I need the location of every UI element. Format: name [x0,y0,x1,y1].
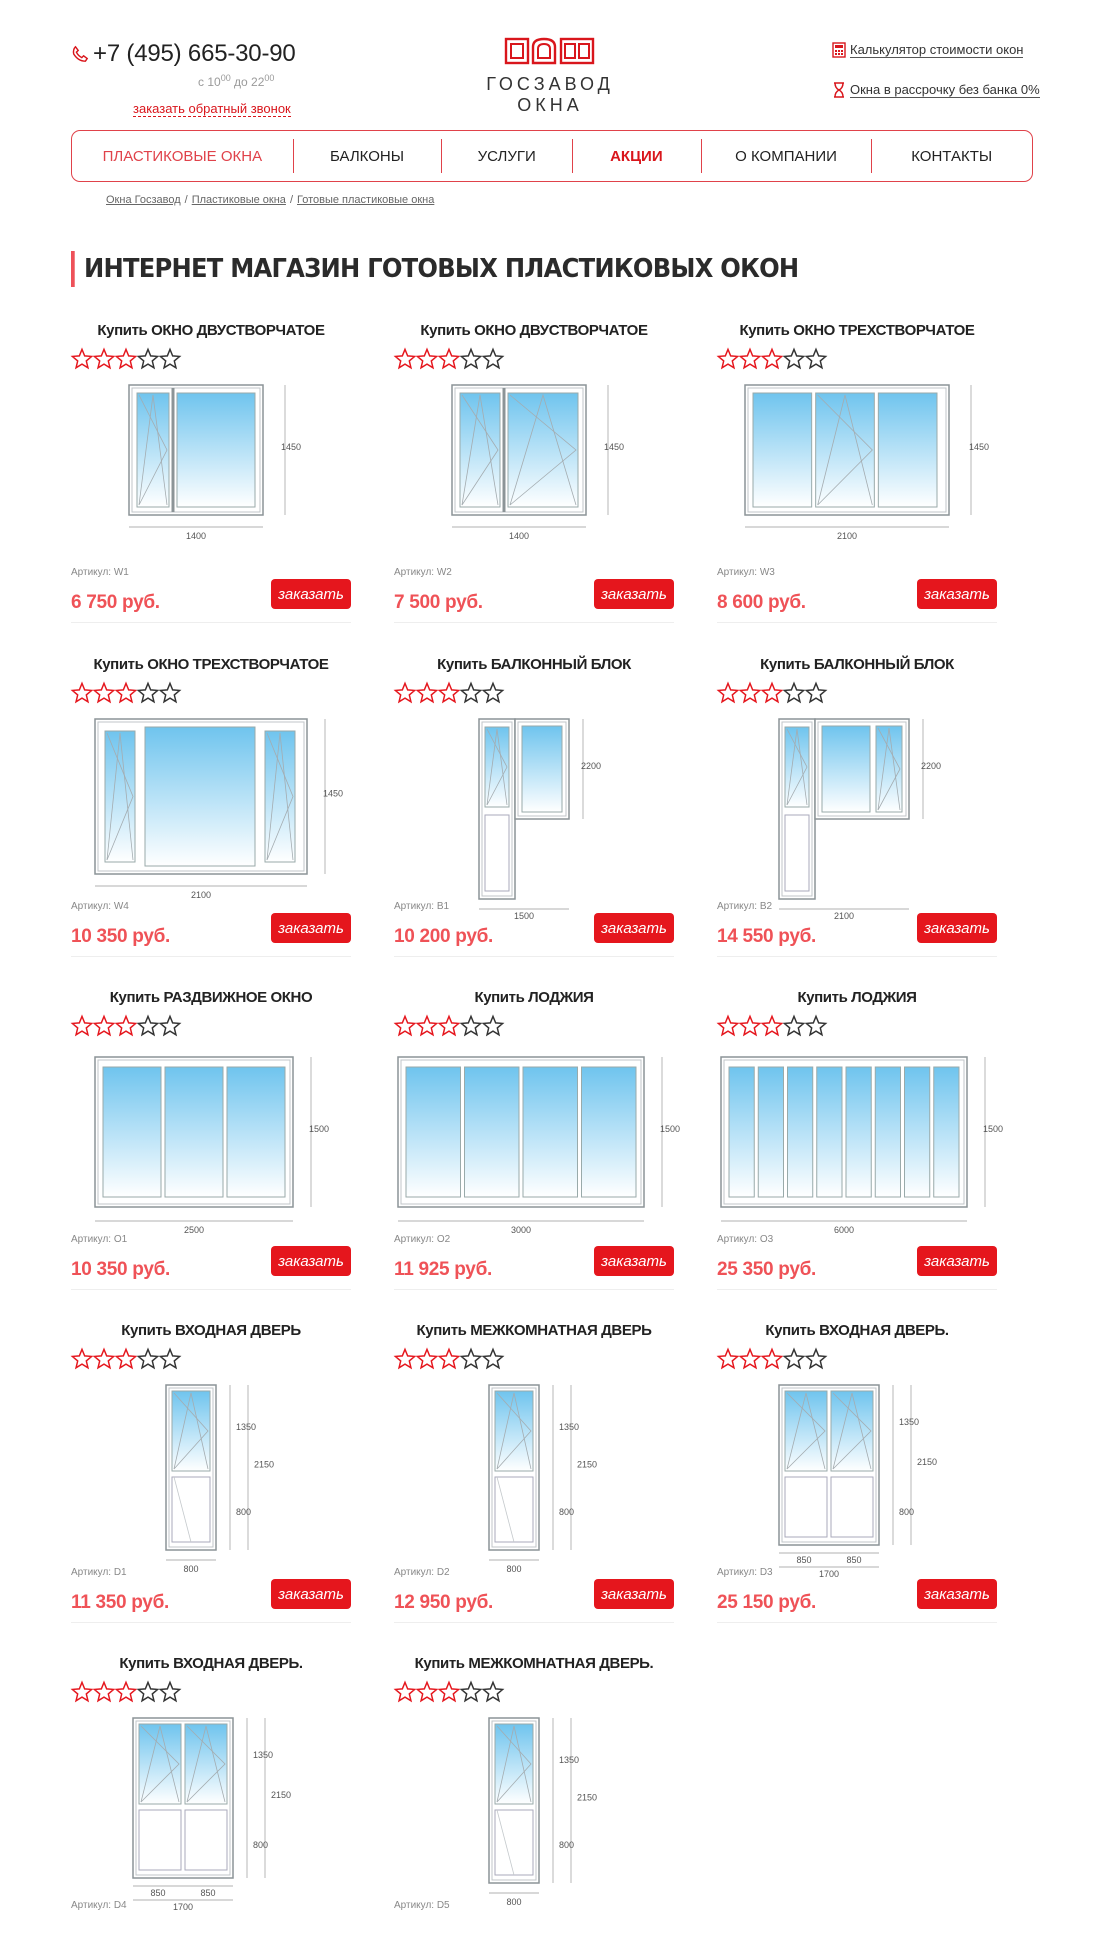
product-title[interactable] [717,656,997,673]
star-filled-icon[interactable] [438,1681,460,1703]
product-title-prefix: Купить [121,1322,175,1339]
product-title[interactable] [717,1322,997,1339]
order-button[interactable]: заказать [917,579,997,609]
rating-stars[interactable] [394,348,504,370]
card-divider [71,1289,351,1290]
product-title-prefix: Купить [765,1322,820,1339]
product-title[interactable] [71,989,351,1006]
page-title: ИНТЕРНЕТ МАГАЗИН ГОТОВЫХ ПЛАСТИКОВЫХ ОКОН [71,251,798,287]
star-filled-icon[interactable] [93,1681,115,1703]
product-price: 11 925 руб. [394,1259,492,1280]
star-empty-icon[interactable] [159,348,181,370]
product-title-prefix: Купить [109,989,164,1006]
product-title[interactable] [71,656,351,673]
star-empty-icon[interactable] [460,682,482,704]
dimension-label: 1350 [899,1417,920,1427]
star-empty-icon[interactable] [783,1015,805,1037]
dimension-label: 2500 [183,1225,205,1235]
order-button[interactable]: заказать [594,913,674,943]
star-filled-icon[interactable] [739,682,761,704]
dimension-label: 1700 [172,1902,194,1912]
star-filled-icon[interactable] [416,1015,438,1037]
rating-stars[interactable] [71,682,181,704]
star-filled-icon[interactable] [93,682,115,704]
product-image[interactable] [717,1037,1004,1247]
rating-stars[interactable] [717,348,827,370]
product-title-name: ОКНО ДВУСТВОРЧАТОЕ [151,322,325,339]
dimension-label: 1450 [322,788,344,799]
rating-stars[interactable] [71,1348,181,1370]
dimension-label: 800 [183,1564,199,1574]
product-sku: Артикул: D1 [71,1567,127,1578]
star-filled-icon[interactable] [93,1348,115,1370]
product-title[interactable] [717,322,997,339]
product-card [71,1655,351,1955]
dimension-label: 2100 [836,531,858,541]
star-empty-icon[interactable] [159,1681,181,1703]
breadcrumb-home[interactable]: Окна Госзавод [106,194,181,206]
dimension-label: 1450 [968,442,990,452]
product-card [394,322,674,622]
order-button[interactable]: заказать [594,1246,674,1276]
star-empty-icon[interactable] [783,682,805,704]
product-sku: Артикул: W4 [71,901,129,912]
nav-promotions[interactable]: АКЦИИ [572,131,701,181]
product-title[interactable] [394,656,674,673]
star-empty-icon[interactable] [159,1015,181,1037]
logo[interactable] [452,38,648,116]
rating-stars[interactable] [71,1681,181,1703]
star-filled-icon[interactable] [761,348,783,370]
dimension-label: 2150 [271,1790,292,1800]
product-title-prefix: Купить [414,1655,469,1672]
star-filled-icon[interactable] [93,1015,115,1037]
nav-about[interactable]: О КОМПАНИИ [701,131,872,181]
order-button[interactable]: заказать [271,1246,351,1276]
star-empty-icon[interactable] [482,1681,504,1703]
rating-stars[interactable] [717,1348,827,1370]
star-filled-icon[interactable] [115,1681,137,1703]
rating-stars[interactable] [717,682,827,704]
card-divider [394,1289,674,1290]
breadcrumb: Окна Госзавод / Пластиковые окна / Готовые пластиковые окна [106,194,435,206]
calculator-icon [832,42,846,58]
order-button[interactable]: заказать [594,579,674,609]
order-button[interactable]: заказать [917,1246,997,1276]
star-filled-icon[interactable] [761,1015,783,1037]
product-price: 12 950 руб. [394,1592,494,1613]
product-price: 10 350 руб. [71,1259,171,1280]
star-filled-icon[interactable] [416,682,438,704]
star-empty-icon[interactable] [137,348,159,370]
product-card [717,656,997,956]
star-empty-icon[interactable] [460,348,482,370]
dimension-label: 800 [506,1564,522,1574]
nav-balconies[interactable]: БАЛКОНЫ [293,131,442,181]
star-filled-icon[interactable] [115,1015,137,1037]
dimension-label: 1400 [185,531,207,541]
product-title-prefix: Купить [420,322,475,339]
phone-icon [71,45,89,63]
dimension-label: 1400 [508,531,530,541]
star-filled-icon[interactable] [438,348,460,370]
card-divider [71,622,351,623]
card-divider [71,1622,351,1623]
product-title-name: ОКНО ТРЕХСТВОРЧАТОЕ [147,656,329,673]
star-filled-icon[interactable] [115,348,137,370]
dimension-label: 800 [559,1507,575,1517]
star-empty-icon[interactable] [482,1015,504,1037]
dimension-label: 1500 [659,1124,681,1134]
star-filled-icon[interactable] [394,348,416,370]
rating-stars[interactable] [394,682,504,704]
product-title[interactable] [71,1322,351,1339]
star-empty-icon[interactable] [482,348,504,370]
star-filled-icon[interactable] [71,1015,93,1037]
product-title[interactable] [394,989,674,1006]
product-sku: Артикул: W2 [394,567,452,578]
product-title-name: ОКНО ДВУСТВОРЧАТОЕ [474,322,648,339]
product-card [71,1322,351,1622]
star-empty-icon[interactable] [159,1348,181,1370]
star-filled-icon[interactable] [761,1348,783,1370]
star-empty-icon[interactable] [805,1348,827,1370]
dimension-label: 850 [846,1555,862,1565]
product-card [717,1322,997,1622]
star-empty-icon[interactable] [460,1015,482,1037]
nav-services[interactable]: УСЛУГИ [441,131,572,181]
star-filled-icon[interactable] [739,1015,761,1037]
product-sku: Артикул: O2 [394,1234,451,1245]
logo-text: ГОСЗАВОД ОКНА [486,74,614,115]
product-image[interactable] [71,1370,351,1580]
star-filled-icon[interactable] [416,348,438,370]
dimension-label: 1500 [513,911,535,921]
product-title-prefix: Купить [474,989,529,1006]
product-image[interactable] [71,1703,351,1913]
dimension-label: 1500 [982,1124,1004,1134]
product-sku: Артикул: D5 [394,1900,450,1911]
card-divider [717,1289,997,1290]
star-filled-icon[interactable] [71,348,93,370]
product-card [71,322,351,622]
product-sku: Артикул: D2 [394,1567,450,1578]
product-image[interactable] [394,1370,674,1580]
dimension-label: 850 [796,1555,812,1565]
product-title-prefix: Купить [97,322,152,339]
rating-stars[interactable] [394,1015,504,1037]
product-image[interactable] [717,704,997,921]
star-empty-icon[interactable] [460,1348,482,1370]
product-title-prefix: Купить [416,1322,471,1339]
star-empty-icon[interactable] [137,1015,159,1037]
dimension-label: 850 [150,1888,166,1898]
star-empty-icon[interactable] [783,348,805,370]
dimension-label: 2200 [580,761,602,771]
dimension-label: 800 [559,1840,575,1850]
product-title-prefix: Купить [119,1655,174,1672]
star-empty-icon[interactable] [783,1348,805,1370]
product-title-name: МЕЖКОМНАТНАЯ ДВЕРЬ [470,1322,652,1339]
product-price: 10 200 руб. [394,926,494,947]
calculator-link-label[interactable]: Калькулятор стоимости окон [850,41,1024,57]
dimension-label: 6000 [833,1225,855,1235]
star-filled-icon[interactable] [761,682,783,704]
product-title[interactable] [71,1655,351,1672]
breadcrumb-ready-windows[interactable]: Готовые пластиковые окна [297,194,435,206]
product-image[interactable] [394,1703,674,1913]
star-filled-icon[interactable] [739,1348,761,1370]
star-filled-icon[interactable] [717,348,739,370]
product-title-name: ВХОДНАЯ ДВЕРЬ. [173,1655,303,1672]
star-empty-icon[interactable] [482,682,504,704]
product-image[interactable] [717,1370,997,1580]
product-sku: Артикул: W1 [71,567,129,578]
dimension-label: 3000 [510,1225,532,1235]
star-filled-icon[interactable] [739,348,761,370]
dimension-label: 800 [506,1897,522,1907]
order-button[interactable]: заказать [917,913,997,943]
product-title-name: МЕЖКОМНАТНАЯ ДВЕРЬ. [468,1655,654,1672]
product-price: 6 750 руб. [71,592,160,613]
product-price: 7 500 руб. [394,592,483,613]
product-title[interactable] [394,1322,674,1339]
product-image[interactable] [717,370,997,580]
product-card [394,1322,674,1622]
star-empty-icon[interactable] [805,1015,827,1037]
dimension-label: 800 [899,1507,915,1517]
dimension-label: 1350 [236,1422,257,1432]
rating-stars[interactable] [71,1015,181,1037]
order-button[interactable]: заказать [271,579,351,609]
site-header [0,0,1100,125]
product-title-prefix: Купить [760,656,814,673]
rating-stars[interactable] [717,1015,827,1037]
main-nav [71,130,1033,182]
star-filled-icon[interactable] [394,1015,416,1037]
dimension-label: 1450 [280,442,302,452]
order-button[interactable]: заказать [271,913,351,943]
dimension-label: 2100 [833,911,855,921]
product-card [71,656,351,956]
phone-block[interactable] [71,40,296,68]
product-title-prefix: Купить [437,656,491,673]
card-divider [717,622,997,623]
product-title-name: ЛОДЖИЯ [851,989,917,1006]
product-title[interactable] [717,989,997,1006]
product-title-name: ОКНО ТРЕХСТВОРЧАТОЕ [793,322,975,339]
product-sku: Артикул: O3 [717,1234,774,1245]
dimension-label: 2200 [920,761,942,771]
product-title[interactable] [394,322,674,339]
card-divider [717,1622,997,1623]
rating-stars[interactable] [394,1348,504,1370]
product-sku: Артикул: B2 [717,901,773,912]
card-divider [71,956,351,957]
product-image[interactable] [71,1037,351,1247]
dimension-label: 1450 [603,442,625,452]
product-sku: Артикул: D3 [717,1567,773,1578]
rating-stars[interactable] [394,1681,504,1703]
star-filled-icon[interactable] [394,682,416,704]
dimension-label: 2150 [577,1792,598,1803]
star-filled-icon[interactable] [115,682,137,704]
product-price: 14 550 руб. [717,926,817,947]
star-empty-icon[interactable] [482,1348,504,1370]
star-filled-icon[interactable] [93,348,115,370]
star-filled-icon[interactable] [71,1348,93,1370]
star-filled-icon[interactable] [394,1348,416,1370]
star-empty-icon[interactable] [805,348,827,370]
star-filled-icon[interactable] [438,1348,460,1370]
dimension-label: 850 [200,1888,216,1898]
product-sku: Артикул: W3 [717,567,775,578]
card-divider [394,622,674,623]
phone-number[interactable]: +7 (495) 665-30-90 [93,40,296,67]
calculator-link[interactable] [832,42,1023,58]
nav-plastic-windows[interactable]: ПЛАСТИКОВЫЕ ОКНА [102,147,263,165]
star-filled-icon[interactable] [717,682,739,704]
nav-contacts[interactable]: КОНТАКТЫ [871,131,1032,181]
product-card [394,656,674,956]
working-hours: с $10^{00}$ до $22^{00}$ [198,73,275,89]
product-title-name: РАЗДВИЖНОЕ ОКНО [163,989,313,1006]
product-title-name: ЛОДЖИЯ [528,989,594,1006]
card-divider [717,956,997,957]
dimension-label: 1350 [559,1422,580,1432]
card-divider [394,956,674,957]
dimension-label: 1350 [253,1750,274,1760]
product-image[interactable] [394,1037,681,1247]
star-empty-icon[interactable] [460,1681,482,1703]
installments-link-label[interactable]: Окна в рассрочку без банка 0% [850,81,1040,97]
hourglass-icon [832,82,846,98]
product-price: 25 150 руб. [717,1592,817,1613]
product-title-name: ВХОДНАЯ ДВЕРЬ. [819,1322,949,1339]
product-image[interactable] [394,370,674,580]
star-empty-icon[interactable] [805,682,827,704]
callback-link[interactable]: заказать обратный звонок [133,101,291,116]
product-title[interactable] [394,1655,674,1672]
star-filled-icon[interactable] [717,1015,739,1037]
product-title-prefix: Купить [797,989,852,1006]
star-empty-icon[interactable] [137,1681,159,1703]
product-card [717,989,1004,1289]
product-price: 10 350 руб. [71,926,171,947]
star-filled-icon[interactable] [416,1348,438,1370]
product-title-name: ВХОДНАЯ ДВЕРЬ [174,1322,301,1339]
dimension-label: 2150 [254,1459,275,1470]
dimension-label: 1700 [818,1569,840,1579]
product-title[interactable] [71,322,351,339]
star-filled-icon[interactable] [394,1681,416,1703]
order-button[interactable]: заказать [594,1579,674,1609]
dimension-label: 1350 [559,1755,580,1765]
product-card [717,322,997,622]
dimension-label: 800 [236,1507,252,1517]
card-divider [394,1622,674,1623]
order-button[interactable]: заказать [271,1579,351,1609]
product-card [394,1655,674,1955]
product-title-name: БАЛКОННЫЙ БЛОК [490,656,631,673]
star-filled-icon[interactable] [115,1348,137,1370]
rating-stars[interactable] [71,348,181,370]
dimension-label: 1500 [308,1124,330,1134]
product-image[interactable] [71,370,351,580]
product-price: 8 600 руб. [717,592,806,613]
star-filled-icon[interactable] [438,1015,460,1037]
breadcrumb-plastic-windows[interactable]: Пластиковые окна [191,194,286,206]
product-price: 25 350 руб. [717,1259,817,1280]
product-card [394,989,681,1289]
star-empty-icon[interactable] [159,682,181,704]
product-image[interactable] [71,704,351,914]
dimension-label: 800 [253,1840,269,1850]
star-empty-icon[interactable] [137,1348,159,1370]
dimension-label: 2150 [917,1457,938,1467]
product-sku: Артикул: B1 [394,901,450,912]
product-sku: Артикул: O1 [71,1234,128,1245]
star-empty-icon[interactable] [137,682,159,704]
product-image[interactable] [394,704,674,921]
product-title-prefix: Купить [739,322,794,339]
order-button[interactable]: заказать [917,1579,997,1609]
star-filled-icon[interactable] [71,682,93,704]
installments-link[interactable] [832,82,1040,98]
star-filled-icon[interactable] [71,1681,93,1703]
star-filled-icon[interactable] [438,682,460,704]
product-card [71,989,351,1289]
dimension-label: 2150 [577,1459,598,1470]
product-title-prefix: Купить [93,656,148,673]
logo-windows-icon [505,38,595,64]
product-title-name: БАЛКОННЫЙ БЛОК [813,656,954,673]
dimension-label: 2100 [190,890,212,900]
product-price: 11 350 руб. [71,1592,169,1613]
star-filled-icon[interactable] [416,1681,438,1703]
product-sku: Артикул: D4 [71,1900,127,1911]
star-filled-icon[interactable] [717,1348,739,1370]
